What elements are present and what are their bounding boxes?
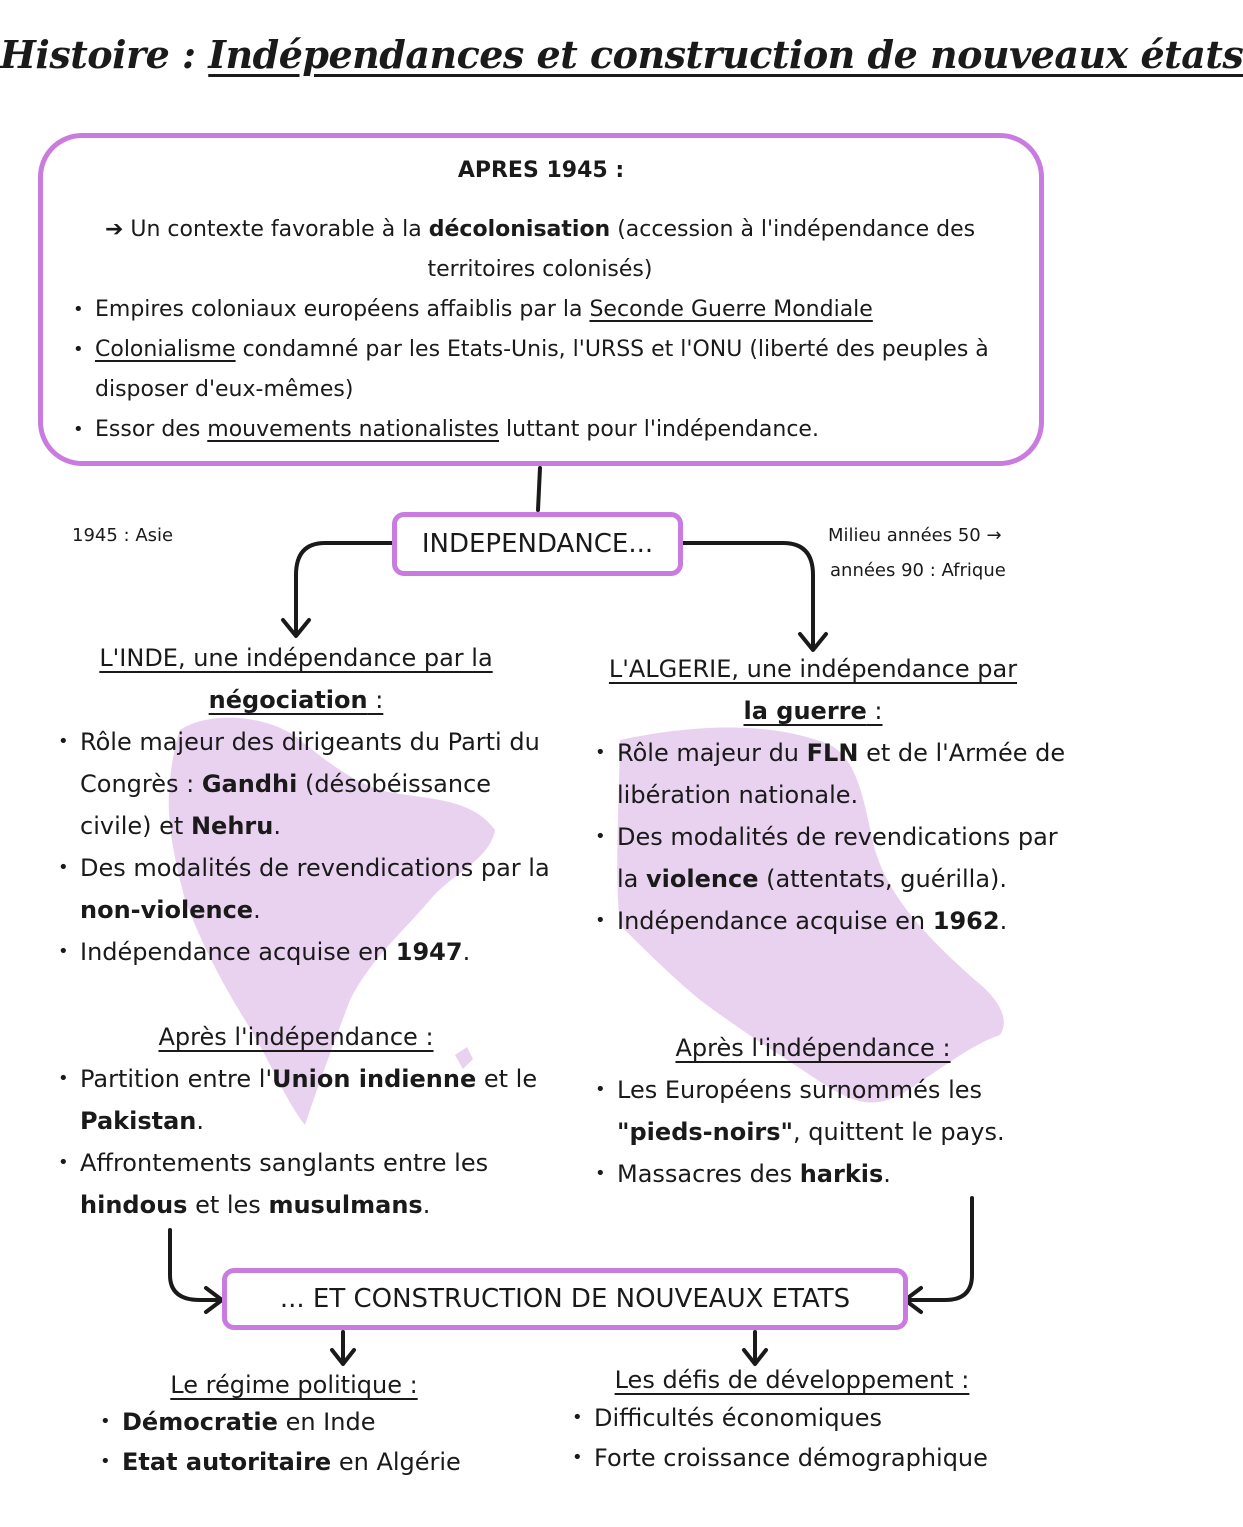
- regime-list: [122, 1402, 542, 1482]
- india-after-title: Après l'indépendance :: [158, 1023, 434, 1051]
- context-heading: APRES 1945 :: [457, 158, 625, 183]
- title-main: Indépendances et construction de nouveaux états: [208, 32, 1243, 77]
- algeria-after-title: Après l'indépendance :: [675, 1034, 951, 1062]
- list-item: • Démocratie en Inde: [122, 1402, 542, 1442]
- algeria-after-list: [617, 1069, 1067, 1195]
- title-prefix: Histoire :: [0, 32, 209, 77]
- list-item: • Les Européens surnommés les "pieds-noirs", quittent le pays.: [617, 1069, 1067, 1153]
- arrow-right-icon: ➔: [104, 217, 124, 242]
- context-intro: ➔ Un contexte favorable à la décolonisation (accession à l'indépendance des territoires colonisés): [104, 217, 976, 282]
- list-item: • Des modalités de revendications par la non-violence.: [80, 847, 555, 931]
- india-after-list: [80, 1058, 570, 1226]
- development-title: Les défis de développement :: [614, 1366, 970, 1394]
- list-item: • Indépendance acquise en 1962.: [617, 900, 1067, 942]
- list-item: • Essor des mouvements nationalistes luttant pour l'indépendance.: [95, 410, 1030, 450]
- note-asia: 1945 : Asie: [72, 525, 174, 546]
- algeria-title: L'ALGERIE, une indépendance par la guerre :: [608, 655, 1018, 725]
- india-list: [80, 721, 555, 973]
- construction-box: ... ET CONSTRUCTION DE NOUVEAUX ETATS: [222, 1268, 908, 1330]
- list-item: • Empires coloniaux européens affaiblis par la Seconde Guerre Mondiale: [95, 290, 1030, 330]
- list-item: • Difficultés économiques: [594, 1398, 1064, 1438]
- list-item: • Partition entre l'Union indienne et le Pakistan.: [80, 1058, 570, 1142]
- note-africa-1: Milieu années 50 →: [828, 525, 1002, 546]
- list-item: • Indépendance acquise en 1947.: [80, 931, 555, 973]
- list-item: • Rôle majeur du FLN et de l'Armée de libération nationale.: [617, 732, 1067, 816]
- list-item: • Massacres des harkis.: [617, 1153, 1067, 1195]
- regime-title: Le régime politique :: [170, 1371, 418, 1399]
- list-item: • Affrontements sanglants entre les hindous et les musulmans.: [80, 1142, 570, 1226]
- list-item: • Des modalités de revendications par la violence (attentats, guérilla).: [617, 816, 1067, 900]
- list-item: • Forte croissance démographique: [594, 1438, 1064, 1478]
- algeria-list: [617, 732, 1067, 942]
- list-item: • Etat autoritaire en Algérie: [122, 1442, 542, 1482]
- list-item: • Colonialisme condamné par les Etats-Unis, l'URSS et l'ONU (liberté des peuples à disposer d'eux-mêmes): [95, 330, 1030, 410]
- independence-box: INDEPENDANCE...: [392, 512, 683, 576]
- list-item: • Rôle majeur des dirigeants du Parti du Congrès : Gandhi (désobéissance civile) et Nehru.: [80, 721, 555, 847]
- note-africa-2: années 90 : Afrique: [830, 560, 1006, 581]
- development-list: [594, 1398, 1064, 1478]
- india-title: L'INDE, une indépendance par la négociation :: [99, 644, 493, 714]
